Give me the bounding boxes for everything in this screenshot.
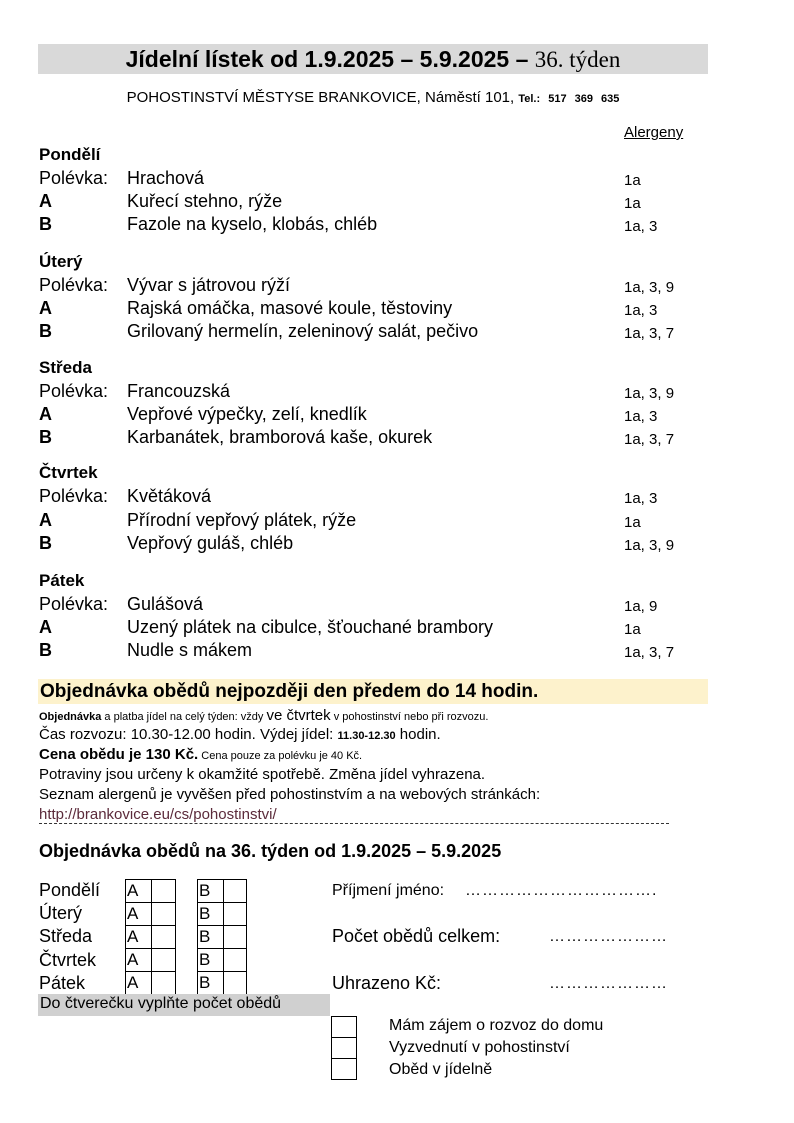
menu-row bbox=[39, 298, 719, 320]
cell-b-label: B bbox=[197, 971, 224, 995]
restaurant-address bbox=[0, 89, 746, 106]
surname-field[interactable]: ……………………………. bbox=[465, 882, 658, 899]
item-key: B bbox=[39, 321, 52, 341]
phone-number: Tel.: 517 369 635 bbox=[518, 93, 620, 105]
cell-b-label: B bbox=[197, 902, 224, 926]
count-box-a[interactable] bbox=[151, 879, 176, 903]
dish-name: Nudle s mákem bbox=[127, 640, 253, 660]
soup-price: Cena pouze za polévku je 40 Kč. bbox=[198, 750, 363, 762]
menu-row bbox=[39, 275, 719, 297]
dish-name: Přírodní vepřový plátek, rýže bbox=[127, 510, 357, 530]
menu-title bbox=[38, 44, 708, 74]
cell-b-label: B bbox=[197, 948, 224, 972]
item-key: A bbox=[39, 191, 52, 211]
item-key: Polévka: bbox=[39, 486, 109, 506]
dish-name: Francouzská bbox=[127, 381, 231, 401]
count-total-label: Počet obědů celkem: bbox=[332, 926, 501, 946]
title-main: Jídelní lístek od 1.9.2025 – 5.9.2025 – bbox=[125, 46, 529, 72]
dish-name: Kuřecí stehno, rýže bbox=[127, 191, 283, 211]
menu-row bbox=[39, 617, 719, 639]
paid-label: Uhrazeno Kč: bbox=[332, 973, 442, 993]
order-text-2: v pohostinství nebo při rozvozu. bbox=[330, 711, 489, 723]
surname-label: Příjmení jméno: bbox=[332, 882, 445, 899]
dish-allergens: 1a bbox=[624, 172, 641, 189]
dine-in-option-label: Oběd v jídelně bbox=[389, 1061, 493, 1078]
count-box-b[interactable] bbox=[223, 971, 247, 995]
order-day-label: Úterý bbox=[39, 903, 83, 923]
item-key: Polévka: bbox=[39, 275, 109, 295]
dish-allergens: 1a bbox=[624, 514, 641, 531]
dish-name: Karbanátek, bramborová kaše, okurek bbox=[127, 427, 433, 447]
day-heading: Středa bbox=[39, 358, 92, 377]
order-day: ve čtvrtek bbox=[266, 707, 331, 724]
dine-in-checkbox[interactable] bbox=[331, 1058, 357, 1080]
dish-allergens: 1a, 3, 9 bbox=[624, 537, 675, 554]
order-payment-line bbox=[39, 707, 488, 724]
delivery-time-line bbox=[39, 726, 441, 743]
order-day-label: Pondělí bbox=[39, 880, 101, 900]
count-box-b[interactable] bbox=[223, 948, 247, 972]
menu-row bbox=[39, 191, 719, 213]
dish-name: Vývar s játrovou rýží bbox=[127, 275, 291, 295]
item-key: A bbox=[39, 617, 52, 637]
cut-line bbox=[39, 823, 669, 824]
menu-row bbox=[39, 168, 719, 190]
dish-name: Fazole na kyselo, klobás, chléb bbox=[127, 214, 378, 234]
dish-name: Vepřový guláš, chléb bbox=[127, 533, 294, 553]
dish-name: Gulášová bbox=[127, 594, 204, 614]
menu-row bbox=[39, 510, 719, 532]
dish-allergens: 1a, 3 bbox=[624, 218, 658, 235]
item-key: A bbox=[39, 404, 52, 424]
order-day-label: Čtvrtek bbox=[39, 950, 97, 970]
allergens-header: Alergeny bbox=[624, 124, 684, 141]
dish-allergens: 1a, 3 bbox=[624, 302, 658, 319]
count-box-a[interactable] bbox=[151, 971, 176, 995]
count-box-a[interactable] bbox=[151, 948, 176, 972]
item-key: B bbox=[39, 533, 52, 553]
price-line bbox=[39, 746, 362, 763]
item-key: Polévka: bbox=[39, 168, 109, 188]
dish-allergens: 1a, 3, 7 bbox=[624, 431, 675, 448]
consumption-note: Potraviny jsou určeny k okamžité spotřebě. Změna jídel vyhrazena. bbox=[39, 766, 486, 783]
day-heading: Úterý bbox=[39, 252, 83, 271]
dish-allergens: 1a, 3 bbox=[624, 408, 658, 425]
item-key: A bbox=[39, 298, 52, 318]
item-key: Polévka: bbox=[39, 381, 109, 401]
count-box-a[interactable] bbox=[151, 902, 176, 926]
day-heading: Pátek bbox=[39, 571, 85, 590]
item-key: B bbox=[39, 214, 52, 234]
dish-name: Grilovaný hermelín, zeleninový salát, pečivo bbox=[127, 321, 479, 341]
item-key: A bbox=[39, 510, 52, 530]
dish-allergens: 1a, 3, 9 bbox=[624, 279, 675, 296]
order-form-title: Objednávka obědů na 36. týden od 1.9.2025 – 5.9.2025 bbox=[39, 841, 502, 861]
item-key: Polévka: bbox=[39, 594, 109, 614]
pickup-option-label: Vyzvednutí v pohostinství bbox=[389, 1039, 570, 1056]
paid-field[interactable]: ………………… bbox=[549, 975, 668, 992]
fill-hint: Do čtverečku vyplňte počet obědů bbox=[38, 994, 330, 1016]
address-text: POHOSTINSTVÍ MĚSTYSE BRANKOVICE, Náměstí 101, bbox=[126, 89, 519, 106]
menu-row bbox=[39, 640, 719, 662]
cell-a-label: A bbox=[125, 879, 152, 903]
order-day-label: Pátek bbox=[39, 973, 86, 993]
cell-b-label: B bbox=[197, 879, 224, 903]
dish-allergens: 1a, 3 bbox=[624, 490, 658, 507]
cell-b-label: B bbox=[197, 925, 224, 949]
delivery-text-b: hodin. bbox=[395, 726, 441, 743]
day-heading: Čtvrtek bbox=[39, 463, 98, 482]
allergen-list-note: Seznam alergenů je vyvěšen před pohostinstvím a na webových stránkách: bbox=[39, 786, 541, 803]
website-link[interactable]: http://brankovice.eu/cs/pohostinstvi/ bbox=[39, 806, 277, 823]
menu-row bbox=[39, 381, 719, 403]
menu-row bbox=[39, 214, 719, 236]
pickup-checkbox[interactable] bbox=[331, 1037, 357, 1059]
item-key: B bbox=[39, 427, 52, 447]
cell-a-label: A bbox=[125, 902, 152, 926]
menu-row bbox=[39, 404, 719, 426]
menu-row bbox=[39, 533, 719, 555]
menu-row bbox=[39, 486, 719, 508]
delivery-text-a: Čas rozvozu: 10.30-12.00 hodin. Výdej jídel: bbox=[39, 726, 338, 743]
dish-name: Rajská omáčka, masové koule, těstoviny bbox=[127, 298, 453, 318]
delivery-checkbox[interactable] bbox=[331, 1016, 357, 1038]
count-box-b[interactable] bbox=[223, 902, 247, 926]
dish-name: Hrachová bbox=[127, 168, 205, 188]
order-bold-label: Objednávka bbox=[39, 711, 102, 723]
menu-row bbox=[39, 594, 719, 616]
dish-allergens: 1a bbox=[624, 195, 641, 212]
count-total-field[interactable]: ………………… bbox=[549, 928, 668, 945]
order-deadline-notice: Objednávka obědů nejpozději den předem do 14 hodin. bbox=[38, 679, 708, 704]
lunch-price: Cena obědu je 130 Kč. bbox=[39, 746, 199, 763]
dish-name: Uzený plátek na cibulce, šťouchané brambory bbox=[127, 617, 493, 637]
item-key: B bbox=[39, 640, 52, 660]
serving-time: 11.30-12.30 bbox=[337, 730, 396, 742]
dish-allergens: 1a, 9 bbox=[624, 598, 658, 615]
cell-a-label: A bbox=[125, 971, 152, 995]
dish-name: Květáková bbox=[127, 486, 212, 506]
count-box-a[interactable] bbox=[151, 925, 176, 949]
count-box-b[interactable] bbox=[223, 925, 247, 949]
dish-allergens: 1a, 3, 7 bbox=[624, 325, 675, 342]
dish-allergens: 1a, 3, 9 bbox=[624, 385, 675, 402]
cell-a-label: A bbox=[125, 925, 152, 949]
day-heading: Pondělí bbox=[39, 145, 101, 164]
menu-row bbox=[39, 321, 719, 343]
dish-name: Vepřové výpečky, zelí, knedlík bbox=[127, 404, 367, 424]
order-text: a platba jídel na celý týden: vždy bbox=[101, 711, 267, 723]
dish-allergens: 1a, 3, 7 bbox=[624, 644, 675, 661]
order-day-label: Středa bbox=[39, 926, 93, 946]
delivery-option-label: Mám zájem o rozvoz do domu bbox=[389, 1017, 604, 1034]
menu-row bbox=[39, 427, 719, 449]
title-week: 36. týden bbox=[534, 47, 621, 72]
count-box-b[interactable] bbox=[223, 879, 247, 903]
cell-a-label: A bbox=[125, 948, 152, 972]
dish-allergens: 1a bbox=[624, 621, 641, 638]
